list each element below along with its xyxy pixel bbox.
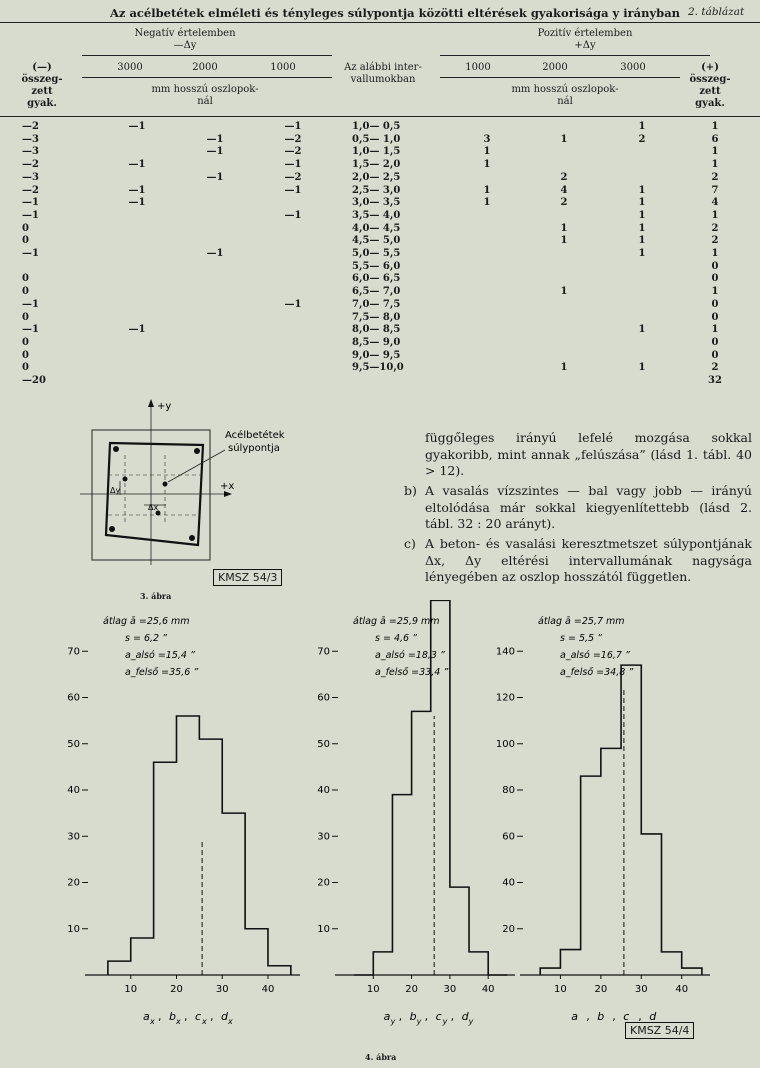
sum-neg-header [12, 62, 72, 110]
interval-cell: 8,5— 9,0 [352, 336, 401, 348]
fig3-rebar [194, 448, 200, 454]
table-cell: —1 [22, 324, 39, 336]
table-cell: 2 [711, 171, 719, 183]
item-b-text: A vasalás vízszintes — bal vagy jobb — irányú eltolódása már sokkal kiegyenlítettebb (lásd 2. tábl. 32 : 20 arányt). [425, 483, 752, 531]
table-cell: 6 [711, 133, 719, 145]
interval-cell: 8,0— 8,5 [352, 324, 401, 336]
table-cell: —20 [22, 375, 46, 386]
pos-len-label [480, 84, 650, 108]
top-rule [0, 22, 760, 23]
neg-len-h1: mm hosszú oszlopok- [151, 84, 259, 95]
table-cell: —2 [284, 133, 302, 145]
neg-len-h2: nál [197, 96, 213, 107]
table-cell: 1 [638, 184, 646, 196]
histogram-bar [268, 966, 291, 975]
interval-header [333, 62, 433, 86]
x-tick-label: 20 [594, 984, 608, 995]
x-axis-var: b [597, 1010, 605, 1023]
table-cell: —3 [22, 171, 39, 183]
x-axis-sub: x [150, 1017, 155, 1026]
table-cell: —1 [284, 298, 302, 310]
table-cell: —1 [284, 184, 302, 196]
table-cell: —3 [22, 146, 39, 158]
sum-pos-h1: (+) [701, 62, 719, 73]
pos-group-line2: +Δy [574, 40, 596, 51]
histogram-bar [373, 952, 392, 975]
table-cell: 1 [483, 197, 491, 209]
y-tick-label: 30 [317, 831, 330, 843]
table-cell: —1 [22, 298, 39, 310]
x-axis-sub: x [176, 1017, 181, 1026]
x-axis-sub: y [442, 1017, 448, 1026]
item-c-text: A beton- és vasalási keresztmetszet súlypontjának Δx, Δy eltérési intervallumának nagysága lényegében az oszlop hosszától független. [425, 536, 752, 584]
fig3-diagram [80, 395, 300, 595]
chart-annotation: s = 4,6 ” [375, 633, 417, 644]
y-tick-label: 20 [67, 877, 80, 889]
fig3-dy-label: Δy [110, 486, 121, 495]
y-tick-label: 40 [502, 877, 515, 889]
chart-annotation: a_alsó =18,3 ” [375, 650, 445, 661]
x-axis-sub: y [468, 1017, 474, 1026]
table-cell: 1 [483, 184, 491, 196]
x-tick-label: 20 [405, 984, 418, 995]
pos-group-header [470, 28, 700, 52]
table-cell: —1 [22, 209, 39, 221]
histogram-bar [245, 929, 268, 975]
histogram-bar [560, 950, 580, 975]
table-cell: 1 [560, 362, 568, 374]
neg-len-label [120, 84, 290, 108]
chart-annotation: átlag ā =25,9 mm [353, 616, 440, 627]
fig3-label-line1: Acélbetétek [225, 430, 285, 441]
histogram-bar [108, 961, 131, 975]
table-cell: 2 [638, 133, 646, 145]
table-cell: —1 [206, 133, 224, 145]
interval-cell: 0,5— 1,0 [352, 133, 401, 145]
fig3-box-label: KMSZ 54/3 [213, 569, 282, 586]
table-cell: 4 [711, 197, 719, 209]
table-cell: 3 [483, 133, 491, 145]
fig3-cg-point [123, 477, 128, 482]
item-c-label: c) [404, 536, 416, 551]
chart-annotation: a_alsó =15,4 ” [125, 650, 195, 661]
table-cell: 1 [638, 362, 646, 374]
histogram-bar [661, 952, 681, 975]
histogram-outline [108, 716, 291, 975]
table-cell: 7 [711, 184, 719, 196]
fig4-charts [0, 600, 760, 1050]
fig3-label-line2: súlypontja [228, 443, 280, 454]
table-cell: —2 [22, 121, 39, 132]
pos-cols-rule [440, 77, 680, 78]
table-number: 2. táblázat [688, 6, 745, 18]
x-axis-sub: y [416, 1017, 422, 1026]
sum-pos-h2: összeg- [689, 74, 731, 85]
interval-cell: 6,5— 7,0 [352, 286, 401, 298]
y-tick-label: 50 [67, 738, 80, 750]
table-cell: —1 [206, 248, 224, 259]
y-tick-label: 50 [317, 738, 330, 750]
x-axis-comma: , [158, 1010, 162, 1023]
table-cell: —1 [22, 197, 39, 209]
pos-group-rule [440, 55, 710, 56]
fig4-box-label: KMSZ 54/4 [625, 1022, 694, 1039]
x-tick-label: 40 [261, 984, 275, 995]
table-cell: —1 [206, 171, 224, 183]
x-axis-comma: , [612, 1010, 616, 1023]
y-tick-label: 10 [317, 923, 330, 935]
fig3-rebar [109, 526, 115, 532]
table-cell: 1 [638, 235, 646, 247]
fig3-x-label: +x [220, 481, 235, 492]
table-cell: 0 [22, 235, 29, 247]
neg-group-rule [82, 55, 332, 56]
y-tick-label: 40 [317, 785, 330, 796]
interval-h1: Az alábbi inter- [344, 62, 422, 73]
histogram-outline [540, 665, 702, 975]
table-cell: 1 [638, 197, 646, 209]
neg-col-2000: 2000 [192, 62, 218, 73]
histogram-bar [176, 716, 199, 975]
y-tick-label: 60 [317, 692, 330, 704]
chart-annotation: a_felső =33,4 ” [375, 667, 449, 678]
neg-group-line2: —Δy [173, 40, 197, 51]
table-cell: 1 [711, 324, 719, 336]
table-cell: —1 [22, 248, 39, 259]
chart-annotation: a_felső =35,6 ” [125, 667, 199, 678]
fig4-caption: 4. ábra [365, 1052, 397, 1062]
header-bottom-rule [0, 116, 760, 117]
table-cell: 1 [560, 222, 568, 234]
table-cell: 2 [711, 222, 719, 234]
pos-len-h2: nál [557, 96, 573, 107]
y-tick-label: 70 [67, 646, 80, 658]
pos-col-2000: 2000 [542, 62, 568, 73]
fig3-rebar [113, 446, 119, 452]
table-cell: —1 [284, 121, 302, 132]
neg-col-3000: 3000 [117, 62, 143, 73]
interval-h2: vallumokban [350, 74, 416, 85]
table-cell: 0 [711, 273, 719, 285]
table-cell: 2 [711, 362, 719, 374]
sum-pos-h4: gyak. [695, 98, 725, 109]
x-axis-var: d [649, 1010, 657, 1023]
sum-neg-h4: gyak. [27, 98, 57, 109]
table-cell: —1 [128, 324, 146, 336]
sum-neg-h3: zett [31, 86, 53, 97]
histogram-bar [392, 795, 411, 975]
neg-col-1000: 1000 [270, 62, 296, 73]
chart-annotation: a_felső =34,8 ” [560, 667, 634, 678]
pos-len-h1: mm hosszú oszlopok- [511, 84, 619, 95]
table-cell: —1 [206, 146, 224, 158]
chart-annotation: s = 6,2 ” [125, 633, 167, 644]
x-axis-var: a [571, 1010, 579, 1023]
pos-col-3000: 3000 [620, 62, 646, 73]
x-axis-var: c [623, 1010, 630, 1023]
histogram-bar [540, 968, 560, 975]
y-tick-label: 20 [317, 877, 330, 889]
table-cell: 1 [560, 133, 568, 145]
histogram-bar [154, 762, 177, 975]
table-cell: 1 [560, 286, 568, 298]
table-cell: 1 [711, 159, 719, 171]
histogram-bar [469, 952, 488, 975]
interval-cell: 1,0— 1,5 [352, 146, 401, 158]
x-axis-var: c [195, 1010, 202, 1023]
histogram-bar [131, 938, 154, 975]
histogram-bar [222, 813, 245, 975]
x-axis-sub: x [202, 1017, 207, 1026]
pos-col-1000: 1000 [465, 62, 491, 73]
table-cell: —1 [128, 121, 146, 132]
x-tick-label: 10 [366, 984, 380, 995]
y-tick-label: 80 [502, 785, 515, 796]
item-b-label: b) [404, 483, 417, 498]
interval-cell: 9,0— 9,5 [352, 349, 401, 361]
table-cell: 1 [638, 121, 646, 132]
x-axis-sub: y [390, 1017, 396, 1026]
table-cell: 0 [22, 222, 29, 234]
histogram-bar [199, 739, 222, 975]
fig3-dx-label: Δx [148, 503, 159, 512]
fig3-cg-point [163, 482, 168, 487]
table-cell: 1 [711, 146, 719, 158]
y-tick-label: 30 [67, 831, 80, 843]
interval-cell: 2,5— 3,0 [352, 184, 401, 196]
x-axis-var: b [409, 1010, 417, 1023]
x-axis-var: a [143, 1010, 150, 1023]
x-tick-label: 40 [481, 984, 495, 995]
fig3-leader [168, 450, 225, 482]
x-axis-comma: , [638, 1010, 642, 1023]
y-tick-label: 10 [67, 923, 80, 935]
chart-annotation: átlag ā =25,7 mm [538, 616, 625, 627]
fig3-rebar [189, 535, 195, 541]
histogram-bar [581, 776, 601, 975]
interval-cell: 3,0— 3,5 [352, 197, 401, 209]
x-axis-sub: x [228, 1017, 233, 1026]
table-cell: 0 [22, 273, 29, 285]
table-cell: 0 [22, 336, 29, 348]
y-tick-label: 140 [495, 646, 515, 658]
fig3-y-arrow [148, 399, 154, 407]
table-cell: —2 [22, 184, 39, 196]
table-cell: 0 [22, 362, 29, 374]
table-cell: 1 [638, 209, 646, 221]
table-cell: 1 [560, 235, 568, 247]
table-cell: —1 [128, 197, 146, 209]
y-tick-label: 40 [67, 785, 80, 796]
sum-neg-h2: összeg- [21, 74, 63, 85]
table-cell: 0 [22, 311, 29, 323]
histogram-bar [450, 887, 469, 975]
x-axis-var: d [461, 1010, 469, 1023]
x-axis-var: b [169, 1010, 177, 1023]
table-cell: 0 [711, 260, 719, 272]
paragraph-continuation: függőleges irányú lefelé mozgása sokkal gyakoribb, mint annak „felúszása” (lásd 1. tábl. 40 > 12). [425, 430, 752, 478]
interval-cell: 3,5— 4,0 [352, 209, 401, 221]
table-cell: 0 [711, 349, 719, 361]
interval-cell: 6,0— 6,5 [352, 273, 401, 285]
x-tick-label: 10 [124, 984, 138, 995]
neg-cols-rule [82, 77, 332, 78]
interval-cell: 4,5— 5,0 [352, 235, 401, 247]
table-cell: 2 [711, 235, 719, 247]
table-cell: 0 [711, 311, 719, 323]
table-cell: 0 [22, 349, 29, 361]
fig3-caption: 3. ábra [140, 591, 172, 601]
interval-cell: 9,5—10,0 [352, 362, 404, 374]
x-axis-comma: , [184, 1010, 188, 1023]
sum-neg-h1: (—) [32, 62, 52, 73]
table-cell: 32 [708, 375, 722, 386]
interval-cell: 7,0— 7,5 [352, 298, 401, 310]
table-cell: 1 [638, 324, 646, 336]
table-cell: —2 [284, 146, 302, 158]
x-axis-comma: , [210, 1010, 214, 1023]
table-cell: 1 [711, 248, 719, 259]
table-cell: 0 [711, 298, 719, 310]
x-axis-comma: , [586, 1010, 590, 1023]
interval-cell: 7,5— 8,0 [352, 311, 401, 323]
histogram-bar [641, 834, 661, 975]
x-axis-comma: , [424, 1010, 429, 1023]
table-cell: —3 [22, 133, 39, 145]
table-cell: —1 [284, 209, 302, 221]
table-cell: 1 [638, 248, 646, 259]
x-tick-label: 40 [675, 984, 689, 995]
table-cell: 1 [483, 159, 491, 171]
chart-annotation: s = 5,5 ” [560, 633, 602, 644]
histogram-bar [601, 748, 621, 975]
x-tick-label: 30 [443, 984, 457, 995]
x-axis-var: d [221, 1010, 229, 1023]
sum-pos-h3: zett [699, 86, 721, 97]
table-cell: 1 [711, 286, 719, 298]
table-cell: —1 [128, 159, 146, 171]
y-tick-label: 60 [502, 831, 515, 843]
chart-annotation: a_alsó =16,7 ” [560, 650, 630, 661]
x-axis-comma: , [450, 1010, 455, 1023]
table-cell: —1 [128, 184, 146, 196]
y-tick-label: 100 [495, 738, 515, 750]
x-axis-comma: , [398, 1010, 403, 1023]
table-cell: 2 [560, 171, 568, 183]
interval-cell: 5,0— 5,5 [352, 248, 401, 259]
x-tick-label: 30 [215, 984, 229, 995]
x-tick-label: 20 [170, 984, 183, 995]
interval-cell: 2,0— 2,5 [352, 171, 401, 183]
table-cell: 4 [560, 184, 568, 196]
y-tick-label: 20 [502, 923, 515, 935]
x-axis-var: c [435, 1010, 442, 1023]
pos-group-line1: Pozitív értelemben [537, 28, 633, 39]
table-cell: 0 [711, 336, 719, 348]
sum-pos-header [680, 62, 740, 110]
fig3-y-label: +y [157, 401, 172, 412]
histogram-bar [682, 968, 702, 975]
table-cell: 1 [711, 209, 719, 221]
interval-cell: 1,0— 0,5 [352, 121, 401, 132]
y-tick-label: 120 [495, 692, 515, 704]
x-axis-var: a [383, 1010, 391, 1023]
histogram-bar [412, 711, 431, 975]
table-cell: —2 [284, 171, 302, 183]
interval-cell: 1,5— 2,0 [352, 159, 401, 171]
neg-group-line1: Negatív értelemben [134, 28, 236, 39]
table-title: Az acélbetétek elméleti és tényleges súlypontja közötti eltérések gyakorisága y irányban [110, 6, 681, 20]
table-cell: 1 [711, 121, 719, 132]
x-tick-label: 10 [554, 984, 567, 995]
table-cell: 0 [22, 286, 29, 298]
neg-group-header [90, 28, 280, 52]
table-cell: 1 [638, 222, 646, 234]
table-cell: 2 [560, 197, 568, 209]
y-tick-label: 60 [67, 692, 80, 704]
x-tick-label: 30 [634, 984, 648, 995]
table-cell: —2 [22, 159, 39, 171]
table-cell: —1 [284, 159, 302, 171]
interval-cell: 4,0— 4,5 [352, 222, 401, 234]
table-cell: 1 [483, 146, 491, 158]
y-tick-label: 70 [317, 646, 330, 658]
chart-annotation: átlag ā =25,6 mm [103, 616, 190, 627]
interval-cell: 5,5— 6,0 [352, 260, 401, 272]
